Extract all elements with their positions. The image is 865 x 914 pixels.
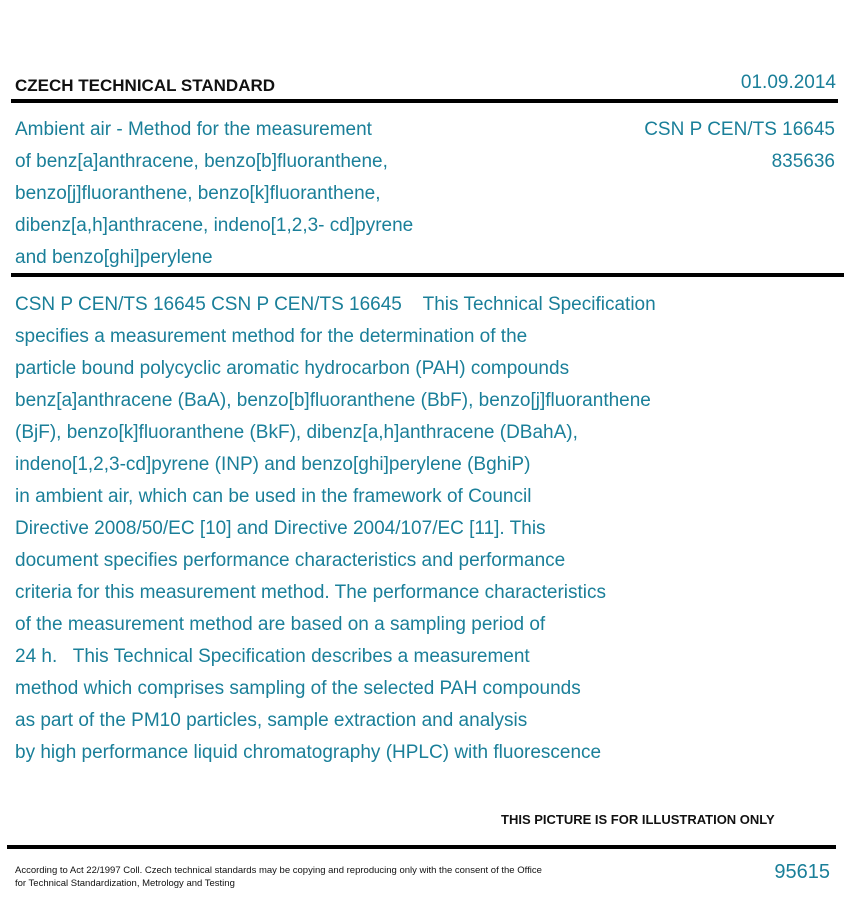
standard-title-line: and benzo[ghi]perylene [15,247,213,268]
abstract-line: document specifies performance characteristics and performance [15,550,566,571]
document-number: 95615 [774,861,830,883]
illustration-notice: THIS PICTURE IS FOR ILLUSTRATION ONLY [501,812,775,827]
legal-notice-line: According to Act 22/1997 Coll. Czech technical standards may be copying and reproducing only with the consent of the Office [15,865,542,876]
abstract-line: in ambient air, which can be used in the framework of Council [15,486,532,507]
abstract-line: indeno[1,2,3-cd]pyrene (INP) and benzo[ghi]perylene (BghiP) [15,454,531,475]
abstract-line: specifies a measurement method for the determination of the [15,326,528,347]
abstract-line: CSN P CEN/TS 16645 CSN P CEN/TS 16645 This Technical Specification [15,294,656,315]
document-header-title: CZECH TECHNICAL STANDARD [15,76,276,95]
header-divider [11,99,838,103]
abstract-line: by high performance liquid chromatography (HPLC) with fluorescence [15,742,602,763]
legal-notice-line: for Technical Standardization, Metrology and Testing [15,878,235,889]
abstract-line: of the measurement method are based on a sampling period of [15,614,546,635]
legal-notice [15,864,615,890]
catalog-number: 835636 [771,151,835,172]
standard-identifiers [644,114,835,178]
footer-divider [7,845,836,849]
abstract-line: benz[a]anthracene (BaA), benzo[b]fluoranthene (BbF), benzo[j]fluoranthene [15,390,651,411]
standard-title-line: dibenz[a,h]anthracene, indeno[1,2,3- cd]pyrene [15,215,414,236]
standard-code: CSN P CEN/TS 16645 [644,119,835,140]
standard-title-line: Ambient air - Method for the measurement [15,119,372,140]
publication-date: 01.09.2014 [740,72,836,93]
abstract-line: criteria for this measurement method. The performance characteristics [15,582,606,603]
abstract-line: (BjF), benzo[k]fluoranthene (BkF), dibenz[a,h]anthracene (DBahA), [15,422,578,443]
abstract-line: as part of the PM10 particles, sample extraction and analysis [15,710,528,731]
abstract-line: method which comprises sampling of the selected PAH compounds [15,678,581,699]
abstract-line: particle bound polycyclic aromatic hydrocarbon (PAH) compounds [15,358,570,379]
standard-title [15,114,535,274]
abstract-line: Directive 2008/50/EC [10] and Directive 2004/107/EC [11]. This [15,518,546,539]
standard-title-line: benzo[j]fluoranthene, benzo[k]fluoranthene, [15,183,381,204]
standard-title-line: of benz[a]anthracene, benzo[b]fluoranthene, [15,151,388,172]
abstract-text [15,289,795,769]
title-divider [11,273,844,277]
abstract-line: 24 h. This Technical Specification describes a measurement [15,646,530,667]
